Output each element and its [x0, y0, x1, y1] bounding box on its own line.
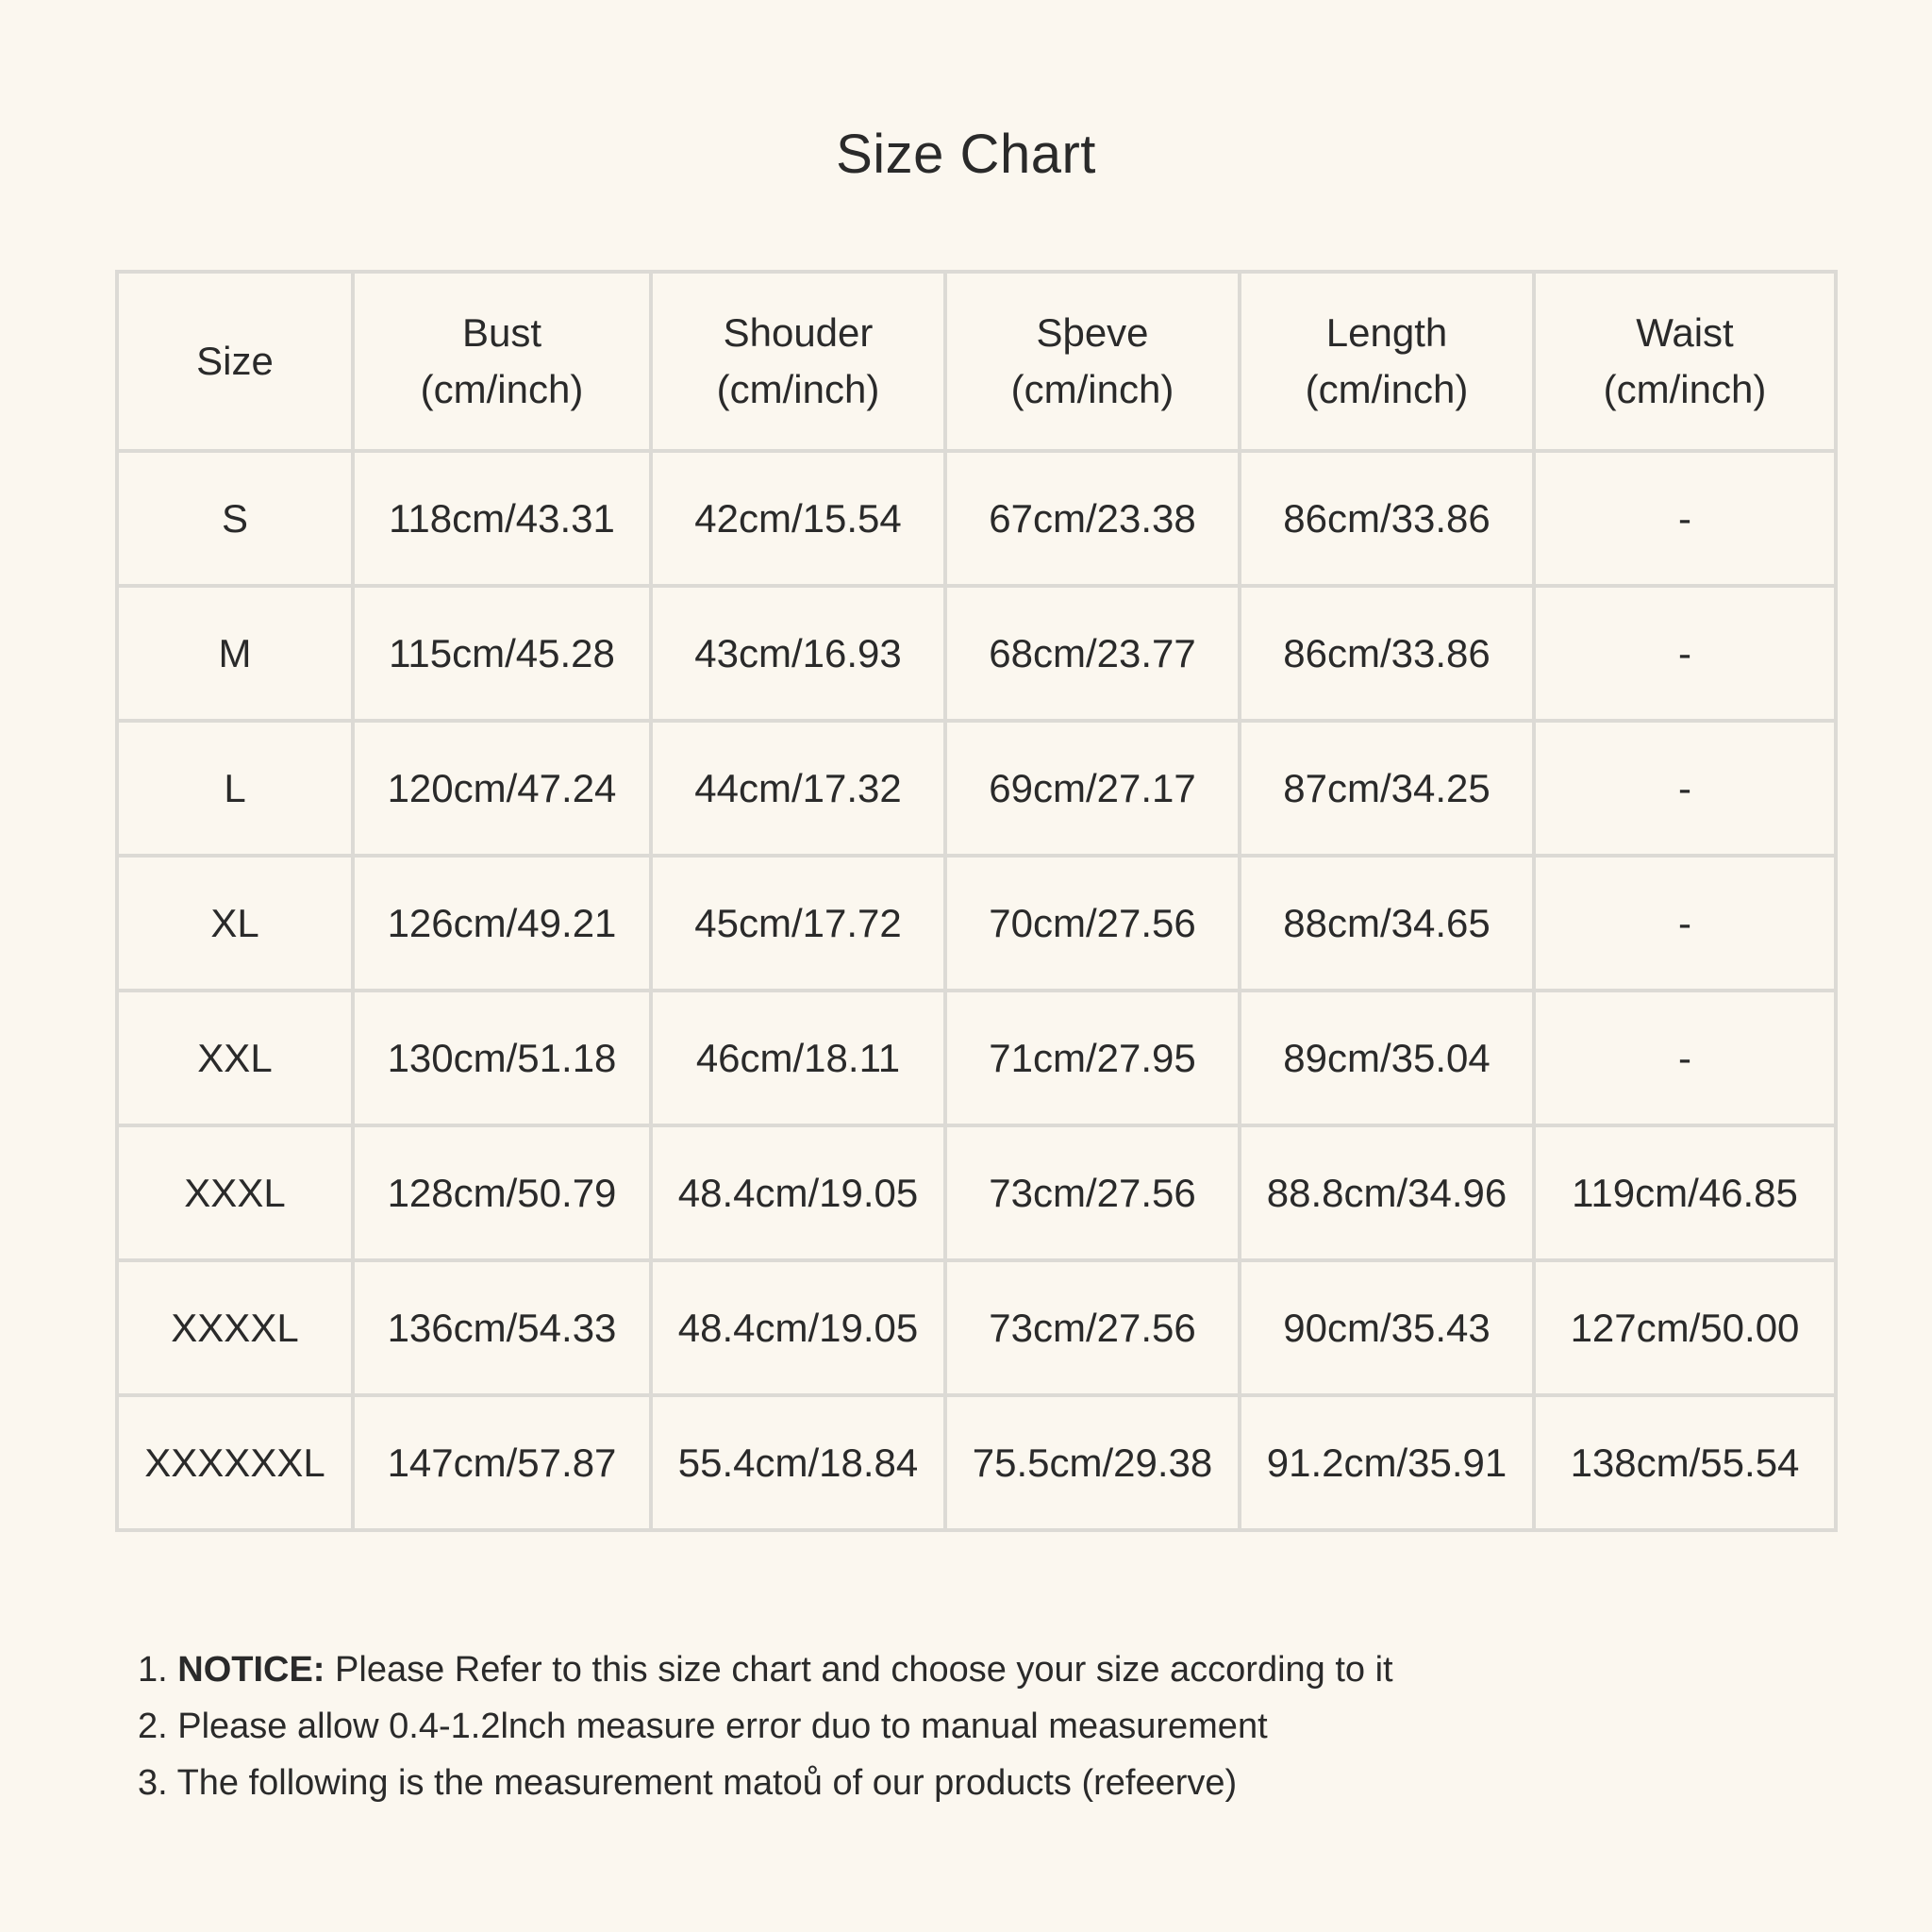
bust-cell: 120cm/47.24: [353, 721, 651, 856]
header-waist: [1534, 272, 1836, 451]
page-title: Size Chart: [836, 124, 1096, 185]
note-text: The following is the measurement matoů of our products (refeerve): [176, 1763, 1238, 1803]
note-notice-label: NOTICE:: [177, 1650, 325, 1690]
header-length-label: Length: [1325, 310, 1448, 355]
waist-cell: 138cm/55.54: [1534, 1395, 1836, 1530]
length-cell: 89cm/35.04: [1240, 991, 1534, 1125]
waist-cell: 119cm/46.85: [1534, 1125, 1836, 1260]
length-cell: 88cm/34.65: [1240, 856, 1534, 991]
waist-cell: -: [1534, 856, 1836, 991]
header-shoulder: [651, 272, 945, 451]
length-cell: 86cm/33.86: [1240, 586, 1534, 721]
waist-cell: -: [1534, 991, 1836, 1125]
length-cell: 90cm/35.43: [1240, 1260, 1534, 1395]
size-cell: XXXXL: [117, 1260, 353, 1395]
header-size: [117, 272, 353, 451]
table-row: [117, 1395, 1836, 1530]
shoulder-cell: 42cm/15.54: [651, 451, 945, 586]
table-row: [117, 856, 1836, 991]
header-sleeve: [945, 272, 1240, 451]
header-waist-label: Waist: [1636, 310, 1734, 355]
length-cell: 86cm/33.86: [1240, 451, 1534, 586]
waist-cell: -: [1534, 451, 1836, 586]
header-size-label: Size: [196, 339, 274, 383]
bust-cell: 128cm/50.79: [353, 1125, 651, 1260]
size-cell: M: [117, 586, 353, 721]
table-header-row: [117, 272, 1836, 451]
shoulder-cell: 43cm/16.93: [651, 586, 945, 721]
sleeve-cell: 68cm/23.77: [945, 586, 1240, 721]
table-row: [117, 991, 1836, 1125]
sleeve-cell: 73cm/27.56: [945, 1260, 1240, 1395]
header-bust-label: Bust: [461, 310, 542, 355]
size-cell: XL: [117, 856, 353, 991]
waist-cell: 127cm/50.00: [1534, 1260, 1836, 1395]
size-cell: XXL: [117, 991, 353, 1125]
shoulder-cell: 46cm/18.11: [651, 991, 945, 1125]
note-item: [138, 1641, 1836, 1698]
header-shoulder-unit: (cm/inch): [716, 367, 880, 411]
note-text: Please allow 0.4-1.2lnch measure error duo to manual measurement: [177, 1707, 1268, 1746]
size-cell: XXXL: [117, 1125, 353, 1260]
header-sleeve-unit: (cm/inch): [1010, 367, 1174, 411]
sleeve-cell: 67cm/23.38: [945, 451, 1240, 586]
bust-cell: 147cm/57.87: [353, 1395, 651, 1530]
table-row: [117, 586, 1836, 721]
notes-list: [138, 1641, 1836, 1811]
header-bust-unit: (cm/inch): [420, 367, 584, 411]
header-shoulder-label: Shouder: [723, 310, 874, 355]
bust-cell: 115cm/45.28: [353, 586, 651, 721]
shoulder-cell: 48.4cm/19.05: [651, 1125, 945, 1260]
sleeve-cell: 71cm/27.95: [945, 991, 1240, 1125]
sleeve-cell: 70cm/27.56: [945, 856, 1240, 991]
bust-cell: 130cm/51.18: [353, 991, 651, 1125]
size-cell: S: [117, 451, 353, 586]
bust-cell: 126cm/49.21: [353, 856, 651, 991]
note-text: Please Refer to this size chart and choose your size according to it: [325, 1650, 1393, 1690]
table-row: [117, 451, 1836, 586]
header-bust: [353, 272, 651, 451]
shoulder-cell: 55.4cm/18.84: [651, 1395, 945, 1530]
sleeve-cell: 73cm/27.56: [945, 1125, 1240, 1260]
waist-cell: -: [1534, 721, 1836, 856]
header-length: [1240, 272, 1534, 451]
length-cell: 87cm/34.25: [1240, 721, 1534, 856]
shoulder-cell: 45cm/17.72: [651, 856, 945, 991]
note-number: 3.: [138, 1763, 177, 1803]
size-cell: XXXXXXL: [117, 1395, 353, 1530]
table-row: [117, 721, 1836, 856]
header-length-unit: (cm/inch): [1305, 367, 1469, 411]
bust-cell: 136cm/54.33: [353, 1260, 651, 1395]
length-cell: 88.8cm/34.96: [1240, 1125, 1534, 1260]
header-waist-unit: (cm/inch): [1603, 367, 1767, 411]
table-row: [117, 1125, 1836, 1260]
shoulder-cell: 48.4cm/19.05: [651, 1260, 945, 1395]
sleeve-cell: 69cm/27.17: [945, 721, 1240, 856]
header-sleeve-label: Sþeve: [1036, 310, 1149, 355]
note-item: [138, 1698, 1836, 1755]
waist-cell: -: [1534, 586, 1836, 721]
note-number: 1.: [138, 1650, 178, 1690]
bust-cell: 118cm/43.31: [353, 451, 651, 586]
length-cell: 91.2cm/35.91: [1240, 1395, 1534, 1530]
sleeve-cell: 75.5cm/29.38: [945, 1395, 1240, 1530]
note-number: 2.: [138, 1707, 178, 1746]
note-item: [138, 1755, 1836, 1811]
size-cell: L: [117, 721, 353, 856]
size-chart-table: [115, 270, 1838, 1532]
table-row: [117, 1260, 1836, 1395]
shoulder-cell: 44cm/17.32: [651, 721, 945, 856]
